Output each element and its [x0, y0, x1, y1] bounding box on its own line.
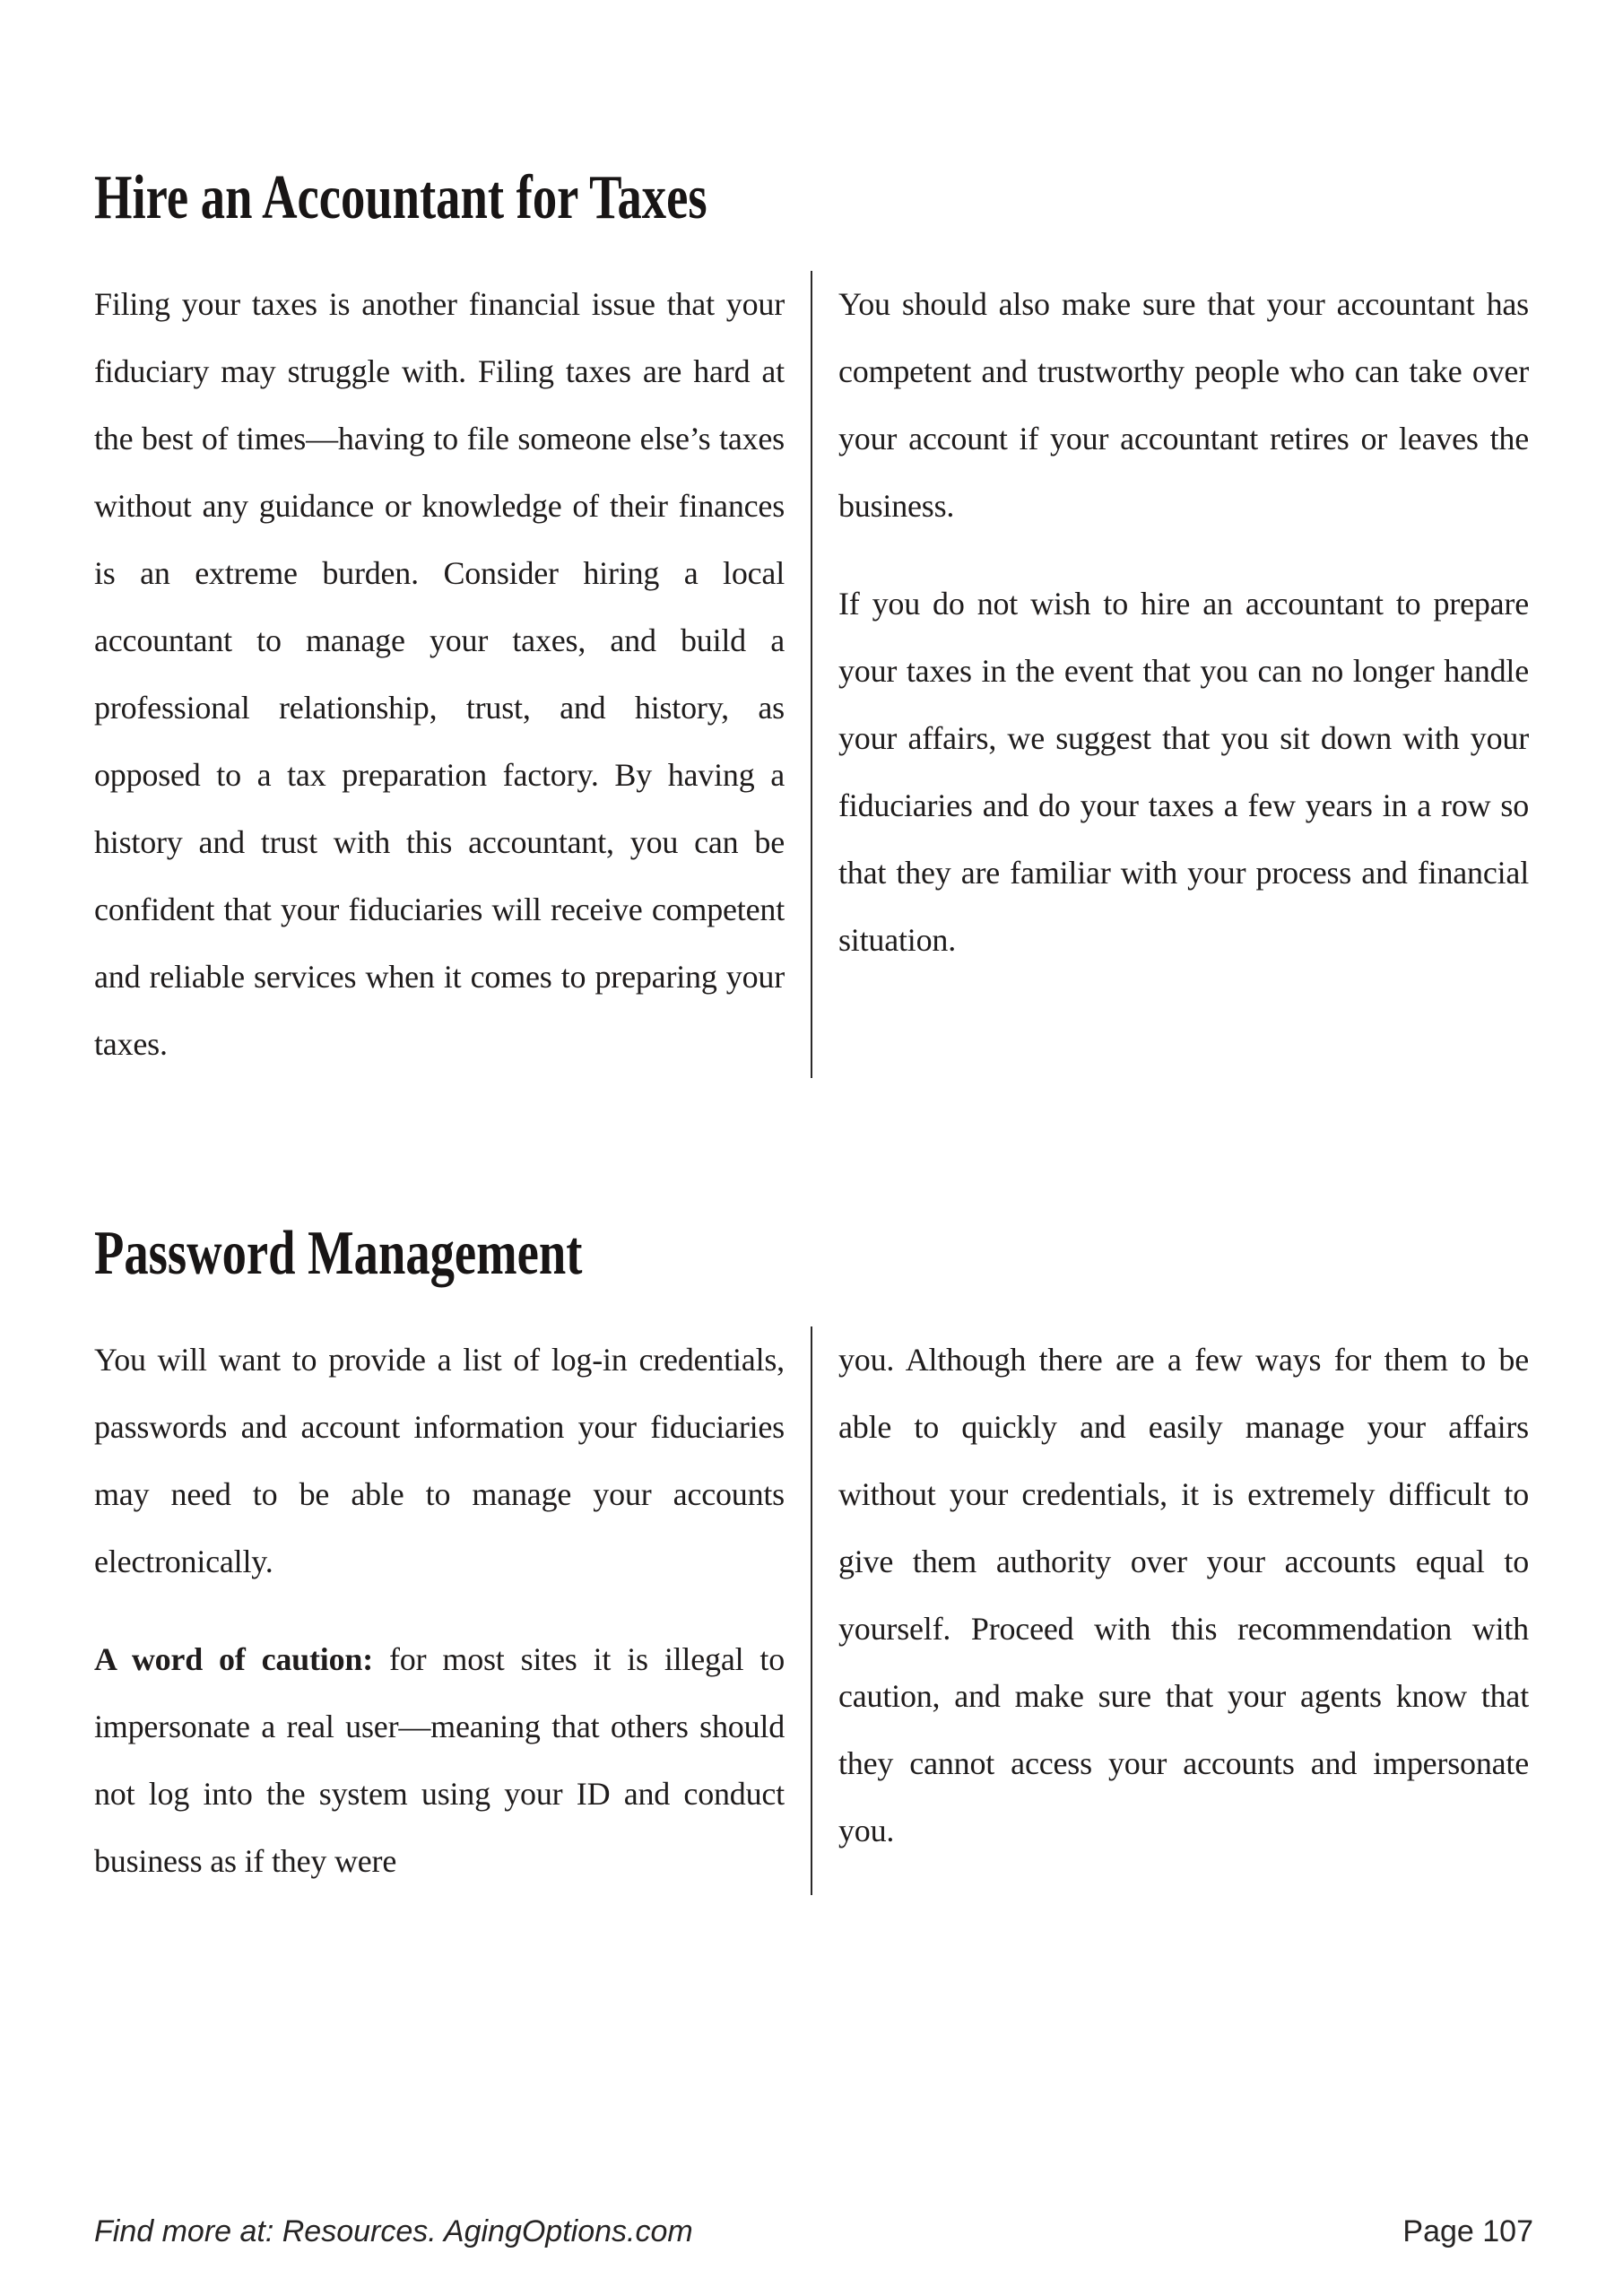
- two-column-layout: [94, 271, 1529, 1078]
- footer-resources-note: Find more at: Resources. AgingOptions.com: [94, 2214, 693, 2248]
- left-column: [94, 1326, 785, 1895]
- left-column: [94, 271, 785, 1078]
- right-column: [838, 1326, 1529, 1895]
- section-password-management: [94, 1219, 1529, 1895]
- two-column-layout: [94, 1326, 1529, 1895]
- body-paragraph: you. Although there are a few ways for them to be able to quickly and easily manage your affairs without your credentials, it is extremely difficult to give them authority over your accounts equal to yourself. Proceed with this recommendation with caution, and make sure that your agents know that they cannot access your accounts and impersonate you.: [838, 1342, 1529, 1848]
- body-paragraph: [94, 1626, 785, 1895]
- section-title-hire-accountant: [94, 163, 1529, 232]
- page-number: Page 107: [1402, 2214, 1533, 2248]
- caution-lead-bold: A word of caution:: [94, 1641, 374, 1677]
- body-paragraph: You should also make sure that your accountant has competent and trustworthy people who can take over your account if your accountant retires or leaves the business.: [838, 286, 1529, 524]
- section-title-text: Password Management: [94, 1219, 583, 1288]
- section-hire-accountant: [94, 163, 1529, 1078]
- column-divider-rule: [811, 271, 812, 1078]
- body-paragraph: Filing your taxes is another financial issue that your fiduciary may struggle with. Filing taxes are hard at the best of times—having to file someone else’s taxes without any guidance or knowledge of their finances is an extreme burden. Consider hiring a local accountant to manage your taxes, and build a professional relationship, trust, and history, as opposed to a tax preparation factory. By having a history and trust with this accountant, you can be confident that your fiduciaries will receive competent and reliable services when it comes to preparing your taxes.: [94, 286, 785, 1062]
- caution-body-text: for most sites it is illegal to impersonate a real user—meaning that others should not log into the system using your ID and conduct business as if they were: [94, 1641, 785, 1879]
- body-paragraph: If you do not wish to hire an accountant to prepare your taxes in the event that you can no longer handle your affairs, we suggest that you sit down with your fiduciaries and do your taxes a few years in a row so that they are familiar with your process and financial situation.: [838, 586, 1529, 958]
- page-footer: [94, 2214, 1533, 2249]
- body-paragraph: You will want to provide a list of log-in credentials, passwords and account information your fiduciaries may need to be able to manage your accounts electronically.: [94, 1342, 785, 1579]
- section-title-text: Hire an Accountant for Taxes: [94, 163, 707, 232]
- right-column: [838, 271, 1529, 1078]
- column-divider-rule: [811, 1326, 812, 1895]
- section-title-password-management: [94, 1219, 1529, 1288]
